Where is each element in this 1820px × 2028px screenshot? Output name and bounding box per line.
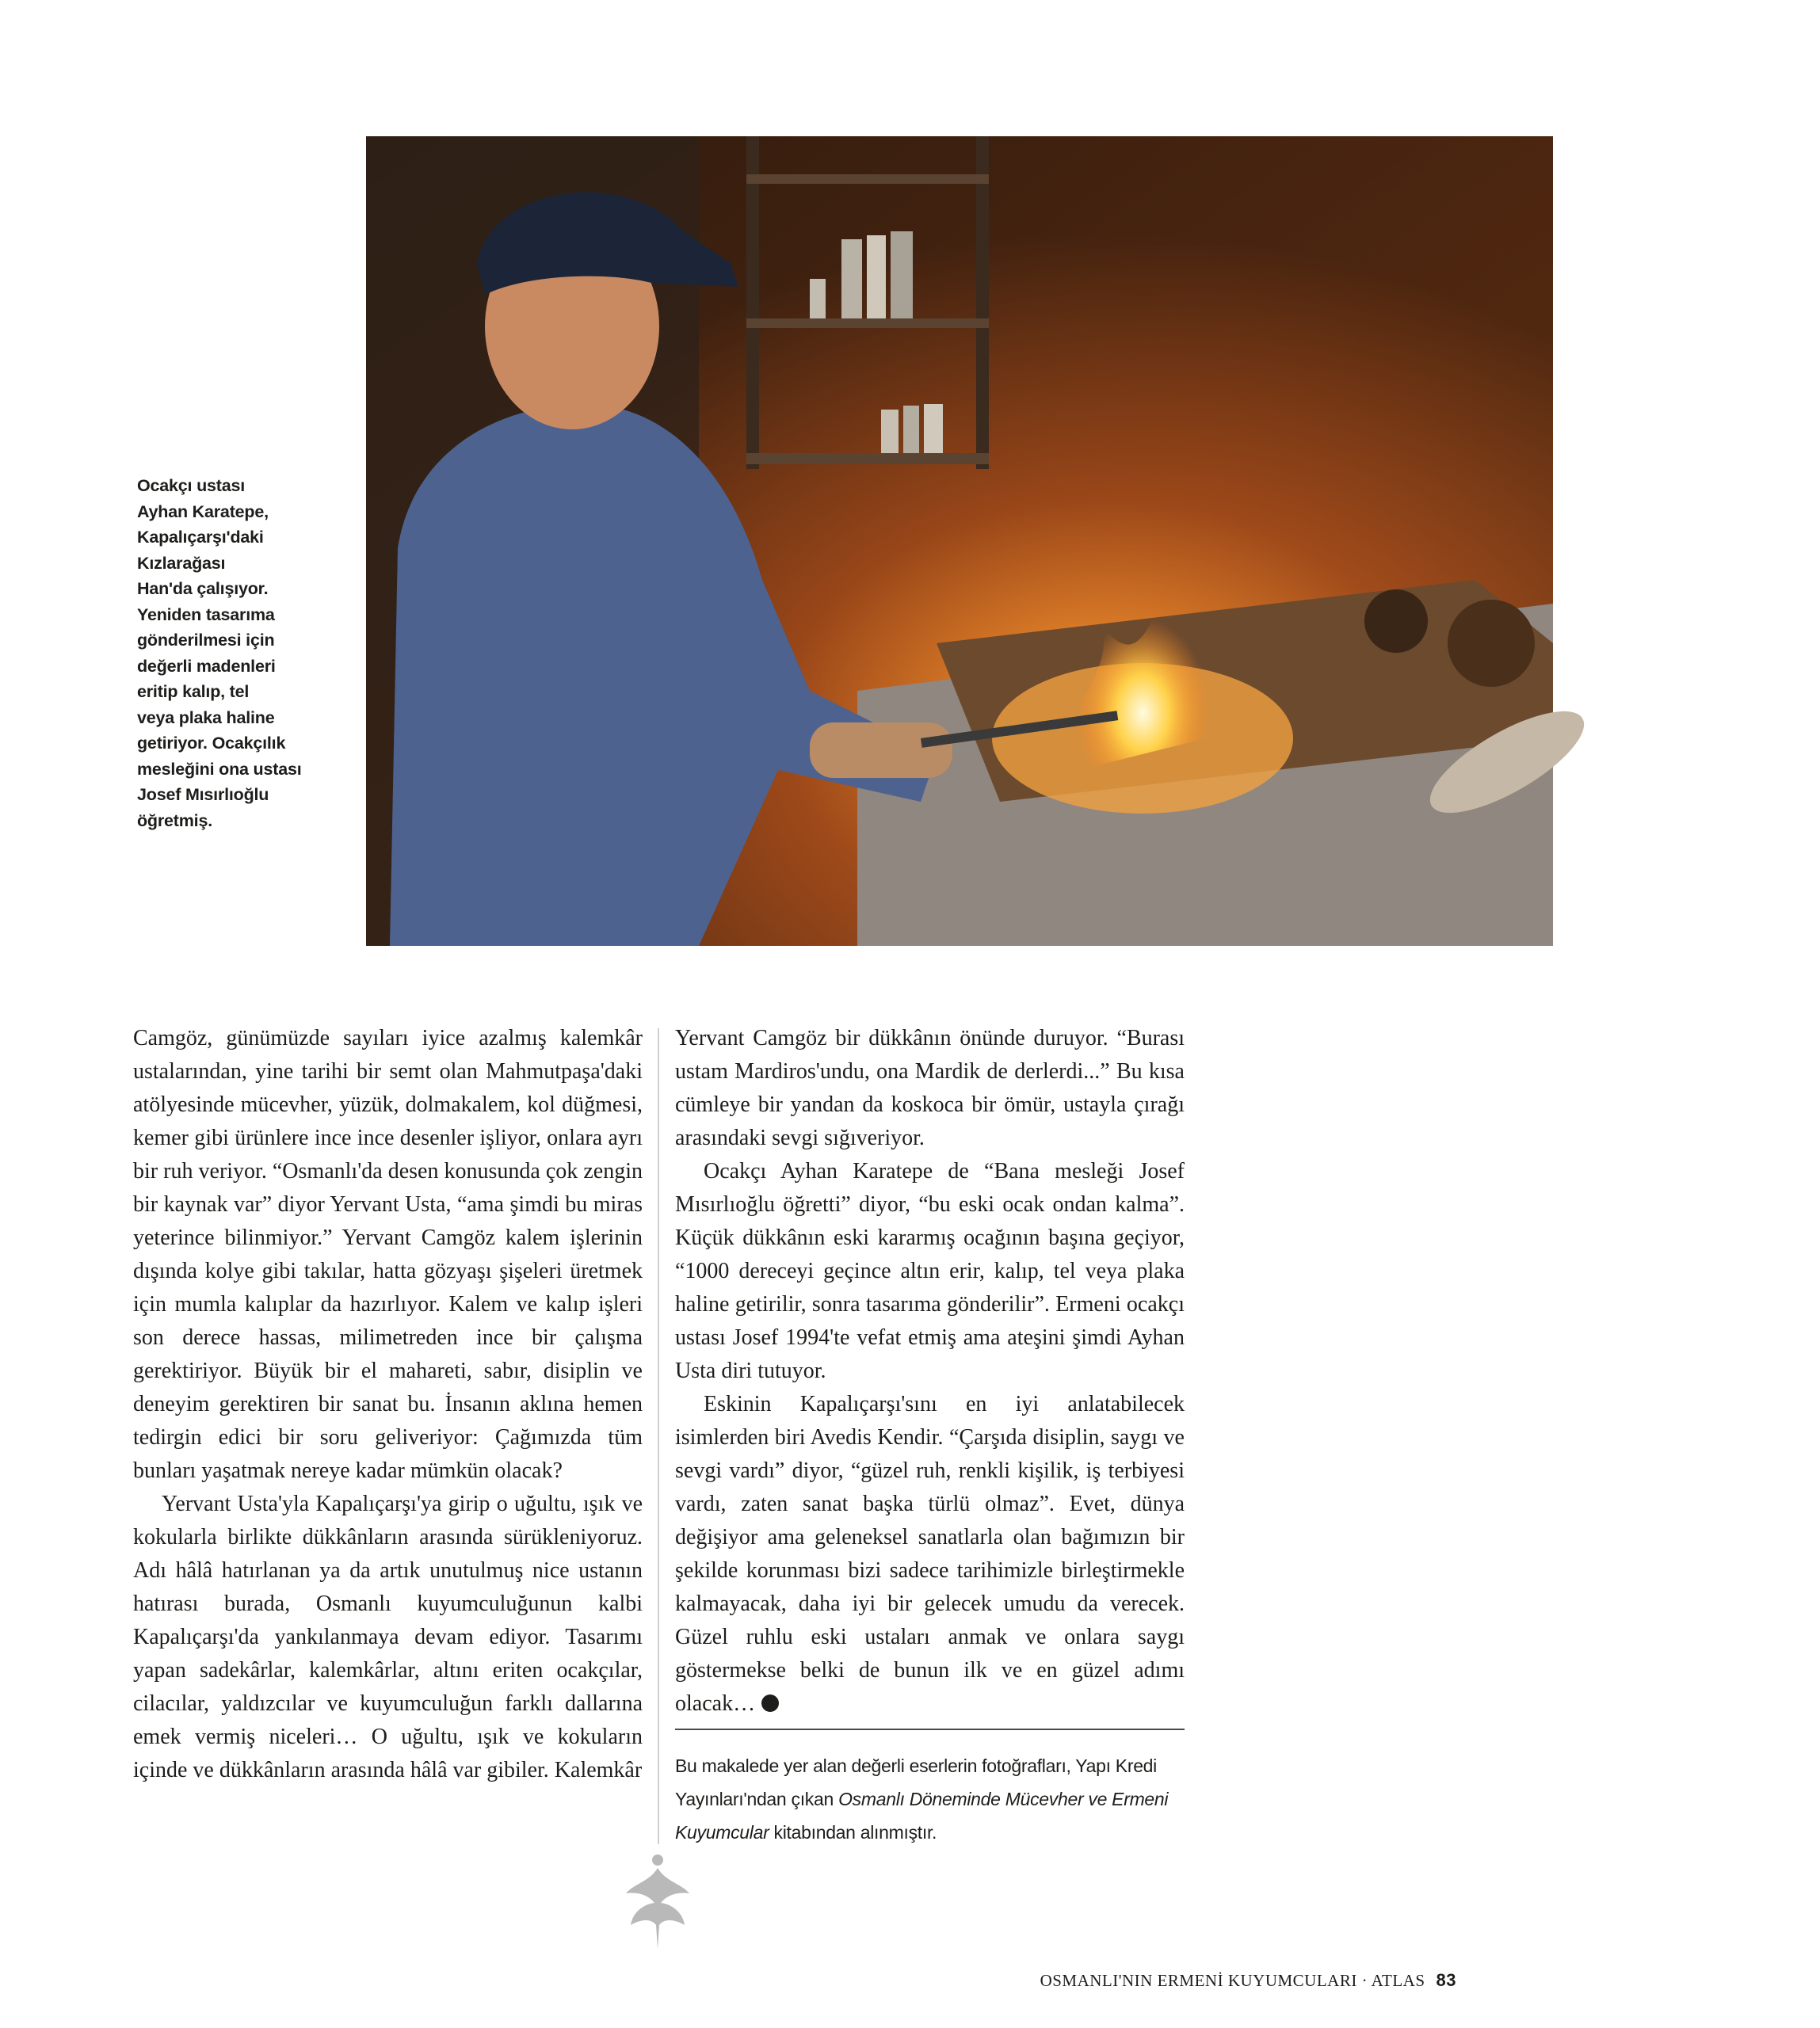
caption-line: Josef Mısırlıoğlu — [137, 785, 269, 804]
caption-line: eritip kalıp, tel — [137, 682, 250, 701]
page-footer — [1040, 1970, 1456, 1991]
page-number: 83 — [1436, 1970, 1456, 1990]
caption-line: getiriyor. Ocakçılık — [137, 734, 286, 753]
caption-line: Ayhan Karatepe, — [137, 501, 269, 521]
note-book-title: Osmanlı Döneminde Mücevher ve Ermeni Kuyumcular — [675, 1789, 1169, 1843]
caption-line: Yeniden tasarıma — [137, 604, 275, 624]
source-note — [675, 1749, 1185, 1849]
caption-line: Kapalıçarşı'daki — [137, 528, 264, 547]
article-paragraph-text: Eskinin Kapalıçarşı'sını en iyi anlatabilecek isimlerden biri Avedis Kendir. “Çarşıda disiplin, saygı ve sevgi vardı” diyor, “güzel ruh, renkli kişilik, iş terbiyesi vardı, zaten sanat başka türlü olmaz”. Evet, dünya değişiyor ama geleneksel sanatlarla olan bağımızın bir şekilde korunması bizi sadece tarihimizle birleştirmekle kalmayacak, daha iyi bir gelecek umudu da verecek. Güzel ruhlu eski ustaları anmak ve onlara saygı göstermekse belki de bunun ilk ve en güzel adımı olacak… — [675, 1392, 1185, 1716]
photo-caption — [137, 473, 323, 833]
article-column-right — [675, 1022, 1185, 1721]
note-divider — [675, 1729, 1185, 1730]
article-paragraph: Yervant Camgöz bir dükkânın önünde duruyor. “Burası ustam Mardiros'undu, ona Mardik de derlerdi...” Bu kısa cümleye bir yandan da koskoca bir ömür, ustayla çırağı arasındaki sevgi sığıveriyor. — [675, 1026, 1185, 1150]
photo-credit: TOLGA ILDUN — [1807, 897, 1820, 984]
caption-line: Ocakçı ustası — [137, 476, 246, 495]
running-title: OSMANLI'NIN ERMENİ KUYUMCULARI · ATLAS — [1040, 1971, 1425, 1990]
article-paragraph: Yervant Usta'yla Kapalıçarşı'ya girip o uğultu, ışık ve kokularla birlikte dükkânların arasında sürükleniyoruz. Adı hâlâ hatırlanan ya da artık unutulmuş nice ustanın hatırası burada, Osmanlı kuyumculuğunun kalbi Kapalıçarşı'da yankılanmaya devam ediyor. Tasarımı yapan sadekârlar, kalemkârlar, altını eriten ocakçılar, cilacılar, yaldızcılar ve kuyumculuğun farklı dallarına emek vermiş niceleri… O uğultu, ışık ve kokuların içinde ve dükkânların arasında hâlâ var gibiler. Kalemkâr — [133, 1492, 643, 1782]
caption-line: Kızlarağası — [137, 553, 226, 573]
note-suffix: kitabından alınmıştır. — [769, 1822, 937, 1843]
note-prefix: Bu makalede yer alan değerli eserlerin fotoğrafları, Yapı Kredi Yayınları'ndan çıkan — [675, 1755, 1157, 1809]
forge-photo — [366, 136, 1820, 984]
end-mark-icon — [761, 1694, 779, 1712]
caption-line: değerli madenleri — [137, 656, 276, 676]
forge-photo-illustration — [366, 136, 1553, 946]
ornament-icon — [618, 1846, 697, 1957]
article-paragraph: Ocakçı Ayhan Karatepe de “Bana mesleği Josef Mısırlıoğlu öğretti” diyor, “bu eski ocak ondan kalma”. Küçük dükkânın eski kararmış ocağının başına geçiyor, “1000 dereceyi geçince altın erir, kalıp, tel veya plaka haline getirilir, sonra tasarıma gönderilir”. Ermeni ocakçı ustası Josef 1994'te vefat etmiş ama ateşini şimdi Ayhan Usta diri tutuyor. — [675, 1159, 1185, 1383]
caption-line: Han'da çalışıyor. — [137, 579, 269, 598]
column-divider — [658, 1028, 659, 1844]
article-paragraph — [675, 1388, 1185, 1721]
article-paragraph: Camgöz, günümüzde sayıları iyice azalmış kalemkâr ustalarından, yine tarihi bir semt olan Mahmutpaşa'daki atölyesinde mücevher, yüzük, dolmakalem, kol düğmesi, kemer gibi ürünlere ince ince desenler işliyor, onlara ayrı bir ruh veriyor. “Osmanlı'da desen konusunda çok zengin bir kaynak var” diyor Yervant Usta, “ama şimdi bu miras yeterince bilinmiyor.” Yervant Camgöz kalem işlerinin dışında kolye gibi takılar, hatta gözyaşı şişeleri üretmek için mumla kalıplar da hazırlıyor. Kalem ve kalıp işleri son derece hassas, milimetreden ince bir çalışma gerektiriyor. Büyük bir el mahareti, sabır, disiplin ve deneyim gerektiren bir sanat bu. İnsanın aklına hemen tedirgin edici bir soru geliveriyor: Çağımızda tüm bunları yaşatmak nereye kadar mümkün olacak? — [133, 1026, 643, 1483]
caption-line: öğretmiş. — [137, 810, 212, 830]
caption-line: gönderilmesi için — [137, 631, 275, 650]
caption-line: mesleğini ona ustası — [137, 759, 302, 779]
caption-line: veya plaka haline — [137, 707, 275, 727]
article-column-left — [133, 1022, 643, 1787]
